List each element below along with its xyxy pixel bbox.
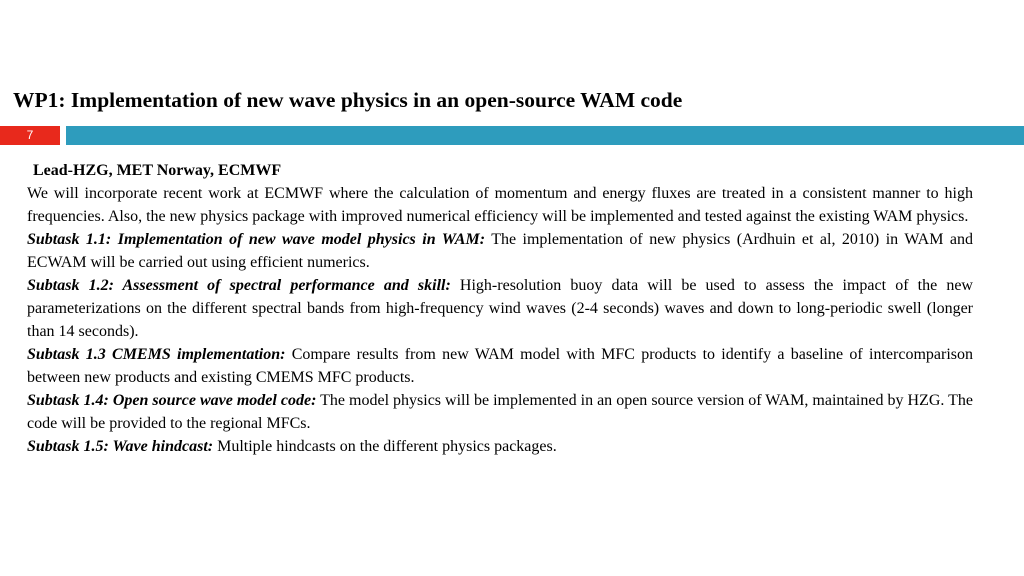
intro-paragraph: We will incorporate recent work at ECMWF where the calculation of momentum and energy fluxes are treated in a consistent manner to high frequencies. Also, the new physics package with improved numerical efficiency will be implemented and tested against the existing WAM physics. [27, 185, 973, 225]
subtask-text: The model physics will be implemented in an open source version of WAM, maintained by HZG. The code will be provided to the regional MFCs. [27, 392, 973, 432]
accent-bar [66, 126, 1024, 145]
subtask-label: Subtask 1.2: Assessment of spectral performance and skill: [27, 277, 451, 294]
slide-body [27, 159, 973, 458]
subtask-text: Multiple hindcasts on the different physics packages. [213, 438, 557, 455]
page-number: 7 [0, 126, 60, 145]
slide-title: WP1: Implementation of new wave physics in an open-source WAM code [13, 88, 683, 112]
subtask-label: Subtask 1.4: Open source wave model code: [27, 392, 317, 409]
subtask-1-4 [27, 389, 973, 435]
subtask-1-1 [27, 228, 973, 274]
lead-partners: Lead-HZG, MET Norway, ECMWF [33, 162, 282, 179]
subtask-text: High-resolution buoy data will be used to assess the impact of the new parameterizations on the different spectral bands from high-frequency wind waves (2-4 seconds) waves and down to long-periodic swell (longer than 14 seconds). [27, 277, 973, 340]
subtask-label: Subtask 1.5: Wave hindcast: [27, 438, 214, 455]
subtask-1-3 [27, 343, 973, 389]
subtask-1-5 [27, 435, 973, 458]
subtask-label: Subtask 1.1: Implementation of new wave model physics in WAM: [27, 231, 486, 248]
header-bar [0, 126, 1024, 145]
subtask-text: The implementation of new physics (Ardhuin et al, 2010) in WAM and ECWAM will be carried out using efficient numerics. [27, 231, 973, 271]
subtask-1-2 [27, 274, 973, 343]
subtask-label: Subtask 1.3 CMEMS implementation: [27, 346, 286, 363]
subtask-text: Compare results from new WAM model with MFC products to identify a baseline of intercomparison between new products and existing CMEMS MFC products. [27, 346, 973, 386]
